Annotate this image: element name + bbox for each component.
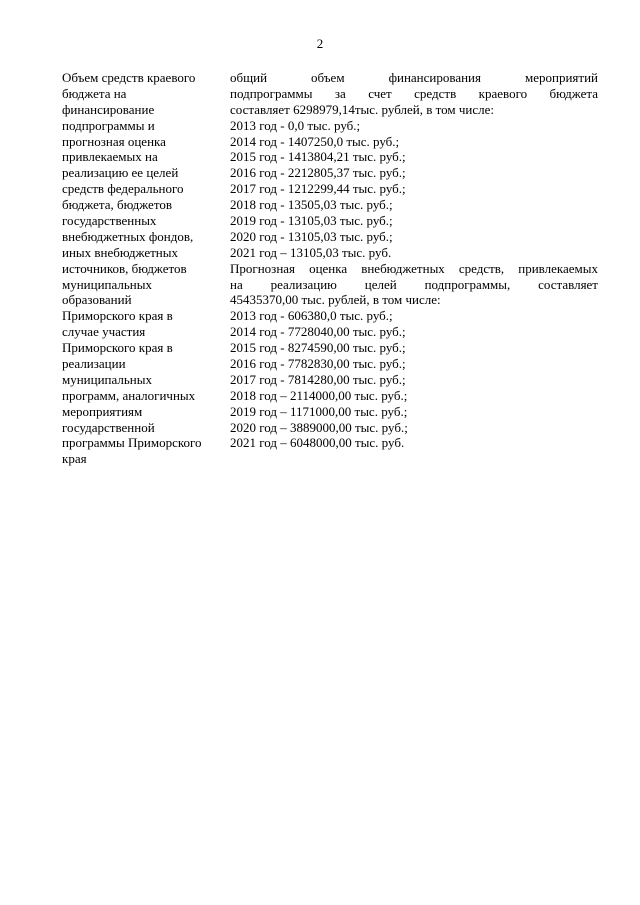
regional-year-line: 2021 год – 13105,03 тыс. руб.	[230, 244, 392, 260]
regional-year-line: 2018 год - 13505,03 тыс. руб.;	[230, 197, 393, 213]
label-line: случае участия	[62, 324, 146, 340]
regional-intro-line: подпрограммы за счет средств краевого бюджета	[230, 85, 598, 101]
regional-year-line: 2014 год - 1407250,0 тыс. руб.;	[230, 133, 400, 149]
label-line: Приморского края в	[62, 308, 173, 324]
funding-description	[230, 70, 598, 451]
regional-year-line: 2013 год - 0,0 тыс. руб.;	[230, 117, 361, 133]
extrabudgetary-year-line: 2019 год – 1171000,00 тыс. руб.;	[230, 403, 408, 419]
label-line: иных внебюджетных	[62, 244, 178, 260]
regional-year-line: 2015 год - 1413804,21 тыс. руб.;	[230, 149, 406, 165]
regional-year-line: 2019 год - 13105,03 тыс. руб.;	[230, 213, 393, 229]
regional-year-line: 2020 год - 13105,03 тыс. руб.;	[230, 228, 393, 244]
extrabudgetary-year-line: 2016 год - 7782830,00 тыс. руб.;	[230, 356, 406, 372]
regional-intro-line: общий объем финансирования мероприятий	[230, 70, 598, 85]
label-line: программ, аналогичных	[62, 387, 196, 403]
row-label	[62, 70, 222, 467]
extrabudgetary-intro-line: Прогнозная оценка внебюджетных средств, привлекаемых	[230, 260, 598, 276]
extrabudgetary-year-line: 2018 год – 2114000,00 тыс. руб.;	[230, 387, 408, 403]
label-line: муниципальных	[62, 371, 153, 387]
label-line: бюджета на	[62, 85, 127, 101]
label-line: внебюджетных фондов,	[62, 228, 194, 244]
label-line: реализации	[62, 356, 126, 372]
extrabudgetary-year-line: 2020 год – 3889000,00 тыс. руб.;	[230, 419, 408, 435]
label-line: государственных	[62, 213, 157, 229]
extrabudgetary-intro-line: 45435370,00 тыс. рублей, в том числе:	[230, 292, 441, 308]
label-line: образований	[62, 292, 132, 308]
page-number: 2	[316, 36, 324, 51]
extrabudgetary-year-line: 2017 год - 7814280,00 тыс. руб.;	[230, 371, 406, 387]
extrabudgetary-year-line: 2015 год - 8274590,00 тыс. руб.;	[230, 340, 406, 356]
regional-intro-line: составляет 6298979,14тыс. рублей, в том числе:	[230, 101, 494, 117]
label-line: привлекаемых на	[62, 149, 158, 165]
label-line: мероприятиям	[62, 403, 143, 419]
label-line: программы Приморского	[62, 435, 202, 451]
label-line: источников, бюджетов	[62, 260, 187, 276]
label-line: муниципальных	[62, 276, 153, 292]
label-line: финансирование	[62, 101, 155, 117]
label-line: края	[62, 451, 87, 467]
extrabudgetary-intro-line: на реализацию целей подпрограммы, составляет	[230, 276, 598, 292]
label-line: государственной	[62, 419, 155, 435]
label-line: средств федерального	[62, 181, 184, 197]
label-line: бюджета, бюджетов	[62, 197, 172, 213]
label-line: Приморского края в	[62, 340, 173, 356]
label-line: реализацию ее целей	[62, 165, 179, 181]
label-line: прогнозная оценка	[62, 133, 166, 149]
extrabudgetary-year-line: 2013 год - 606380,0 тыс. руб.;	[230, 308, 393, 324]
label-line: подпрограммы и	[62, 117, 155, 133]
extrabudgetary-section	[230, 261, 598, 452]
extrabudgetary-year-line: 2021 год – 6048000,00 тыс. руб.	[230, 435, 405, 451]
extrabudgetary-year-line: 2014 год - 7728040,00 тыс. руб.;	[230, 324, 406, 340]
regional-year-line: 2016 год - 2212805,37 тыс. руб.;	[230, 165, 406, 181]
regional-budget-section	[230, 70, 598, 261]
label-line: Объем средств краевого	[62, 70, 196, 85]
regional-year-line: 2017 год - 1212299,44 тыс. руб.;	[230, 181, 406, 197]
